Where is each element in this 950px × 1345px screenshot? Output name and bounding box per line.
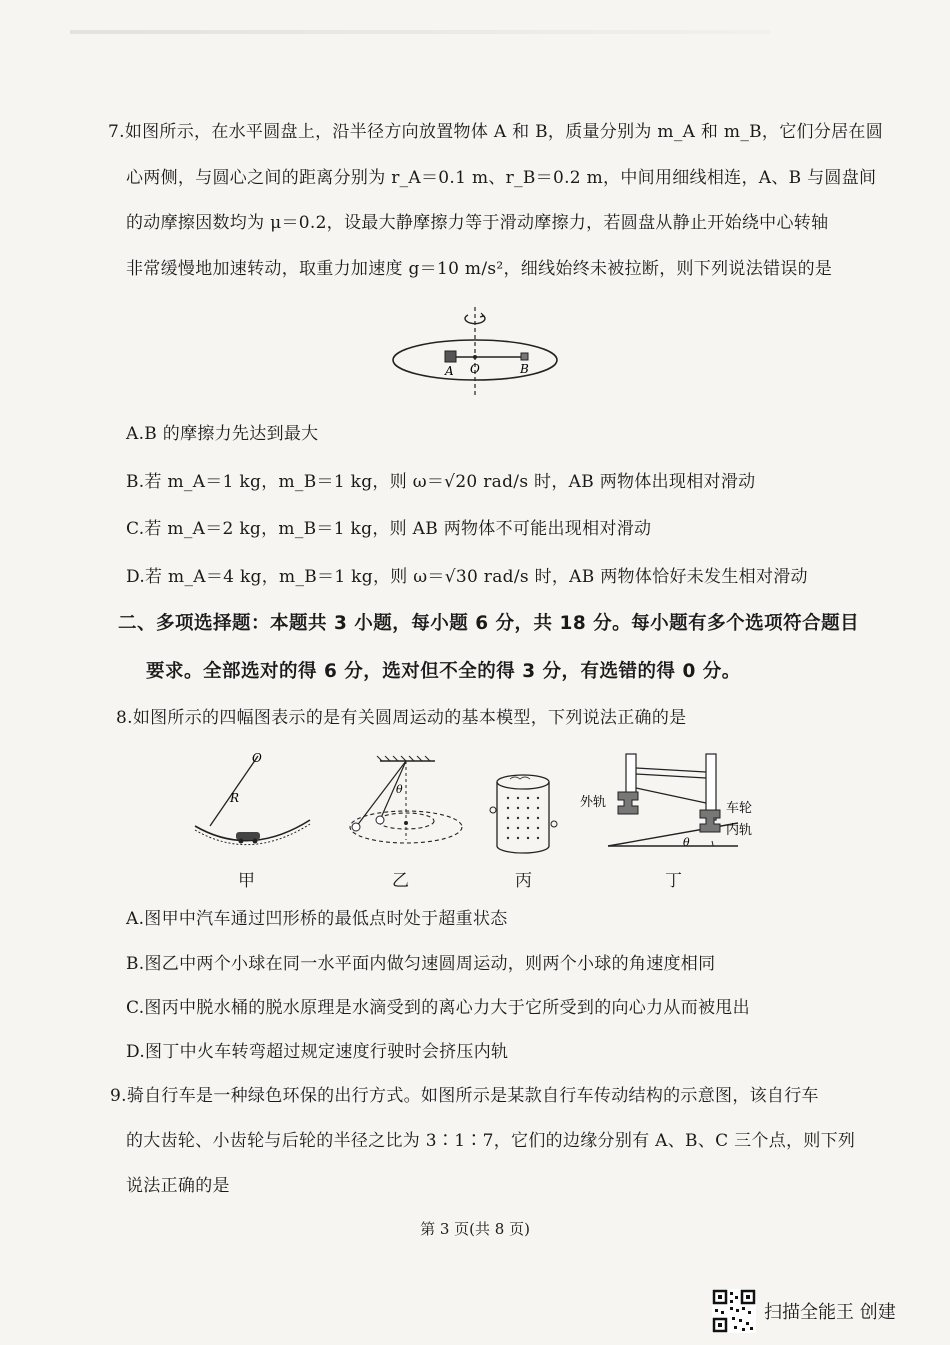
q8-option-a: A.图甲中汽车通过凹形桥的最低点时处于超重状态 xyxy=(126,909,508,929)
section2-heading-line-2: 要求。全部选对的得 6 分，选对但不全的得 3 分，有选错的得 0 分。 xyxy=(146,661,741,682)
scanner-watermark-text: 扫描全能王 创建 xyxy=(764,1302,896,1323)
caption-yi: 乙 xyxy=(392,871,409,891)
scanner-watermark xyxy=(712,1289,896,1333)
page-footer: 第 3 页(共 8 页) xyxy=(420,1220,530,1238)
q8-stem: 8.如图所示的四幅图表示的是有关圆周运动的基本模型，下列说法正确的是 xyxy=(116,708,687,728)
q8-figure-yi xyxy=(340,755,465,855)
label-outer-rail: 外轨 xyxy=(580,795,607,810)
q9-line-3: 说法正确的是 xyxy=(126,1176,230,1196)
qr-code-icon xyxy=(712,1289,756,1333)
label-theta-ding: θ xyxy=(683,836,690,849)
section2-heading-line-1: 二、多项选择题：本题共 3 小题，每小题 6 分，共 18 分。每小题有多个选项符合题目 xyxy=(118,613,860,634)
q7-line-2: 心两侧，与圆心之间的距离分别为 r_A＝0.1 m、r_B＝0.2 m，中间用细线相连，A、B 与圆盘间 xyxy=(126,168,877,188)
q8-option-d: D.图丁中火车转弯超过规定速度行驶时会挤压内轨 xyxy=(126,1042,509,1062)
q8-option-b: B.图乙中两个小球在同一水平面内做匀速圆周运动，则两个小球的角速度相同 xyxy=(126,954,716,974)
q7-option-d: D.若 m_A＝4 kg，m_B＝1 kg，则 ω＝√30 rad/s 时，AB 两物体恰好未发生相对滑动 xyxy=(126,567,808,587)
q7-line-3: 的动摩擦因数均为 μ＝0.2，设最大静摩擦力等于滑动摩擦力，若圆盘从静止开始绕中心转轴 xyxy=(126,213,829,233)
q7-option-b: B.若 m_A＝1 kg，m_B＝1 kg，则 ω＝√20 rad/s 时，AB 两物体出现相对滑动 xyxy=(126,472,756,492)
q7-option-c: C.若 m_A＝2 kg，m_B＝1 kg，则 AB 两物体不可能出现相对滑动 xyxy=(126,519,652,539)
label-inner-rail: 内轨 xyxy=(726,823,753,838)
label-b: B xyxy=(520,362,529,376)
caption-ding: 丁 xyxy=(665,871,682,891)
q8-figure-bing xyxy=(488,770,558,860)
label-theta-yi: θ xyxy=(396,783,403,796)
q8-figure-ding xyxy=(578,748,753,858)
q9-line-2: 的大齿轮、小齿轮与后轮的半径之比为 3∶1∶7，它们的边缘分别有 A、B、C 三个点，则下列 xyxy=(126,1131,856,1151)
q7-line-4: 非常缓慢地加速转动，取重力加速度 g＝10 m/s²，细线始终未被拉断，则下列说法错误的是 xyxy=(126,259,833,279)
caption-jia: 甲 xyxy=(238,871,255,891)
q8-figure-jia xyxy=(190,748,315,858)
q7-option-a: A.B 的摩擦力先达到最大 xyxy=(126,424,319,444)
q8-option-c: C.图丙中脱水桶的脱水原理是水滴受到的离心力大于它所受到的向心力从而被甩出 xyxy=(126,998,750,1018)
caption-bing: 丙 xyxy=(515,871,532,891)
label-o-jia: O xyxy=(252,751,262,765)
label-o: O xyxy=(470,362,480,376)
label-r: R xyxy=(230,791,240,805)
q9-line-1: 9.骑自行车是一种绿色环保的出行方式。如图所示是某款自行车传动结构的示意图，该自行车 xyxy=(110,1086,819,1106)
label-a: A xyxy=(445,364,454,378)
label-wheel: 车轮 xyxy=(726,801,753,816)
scan-artifact xyxy=(70,30,770,34)
q7-line-1: 7.如图所示，在水平圆盘上，沿半径方向放置物体 A 和 B，质量分别为 m_A 和 m_B，它们分居在圆 xyxy=(108,122,884,142)
q7-disk-figure xyxy=(390,305,565,400)
